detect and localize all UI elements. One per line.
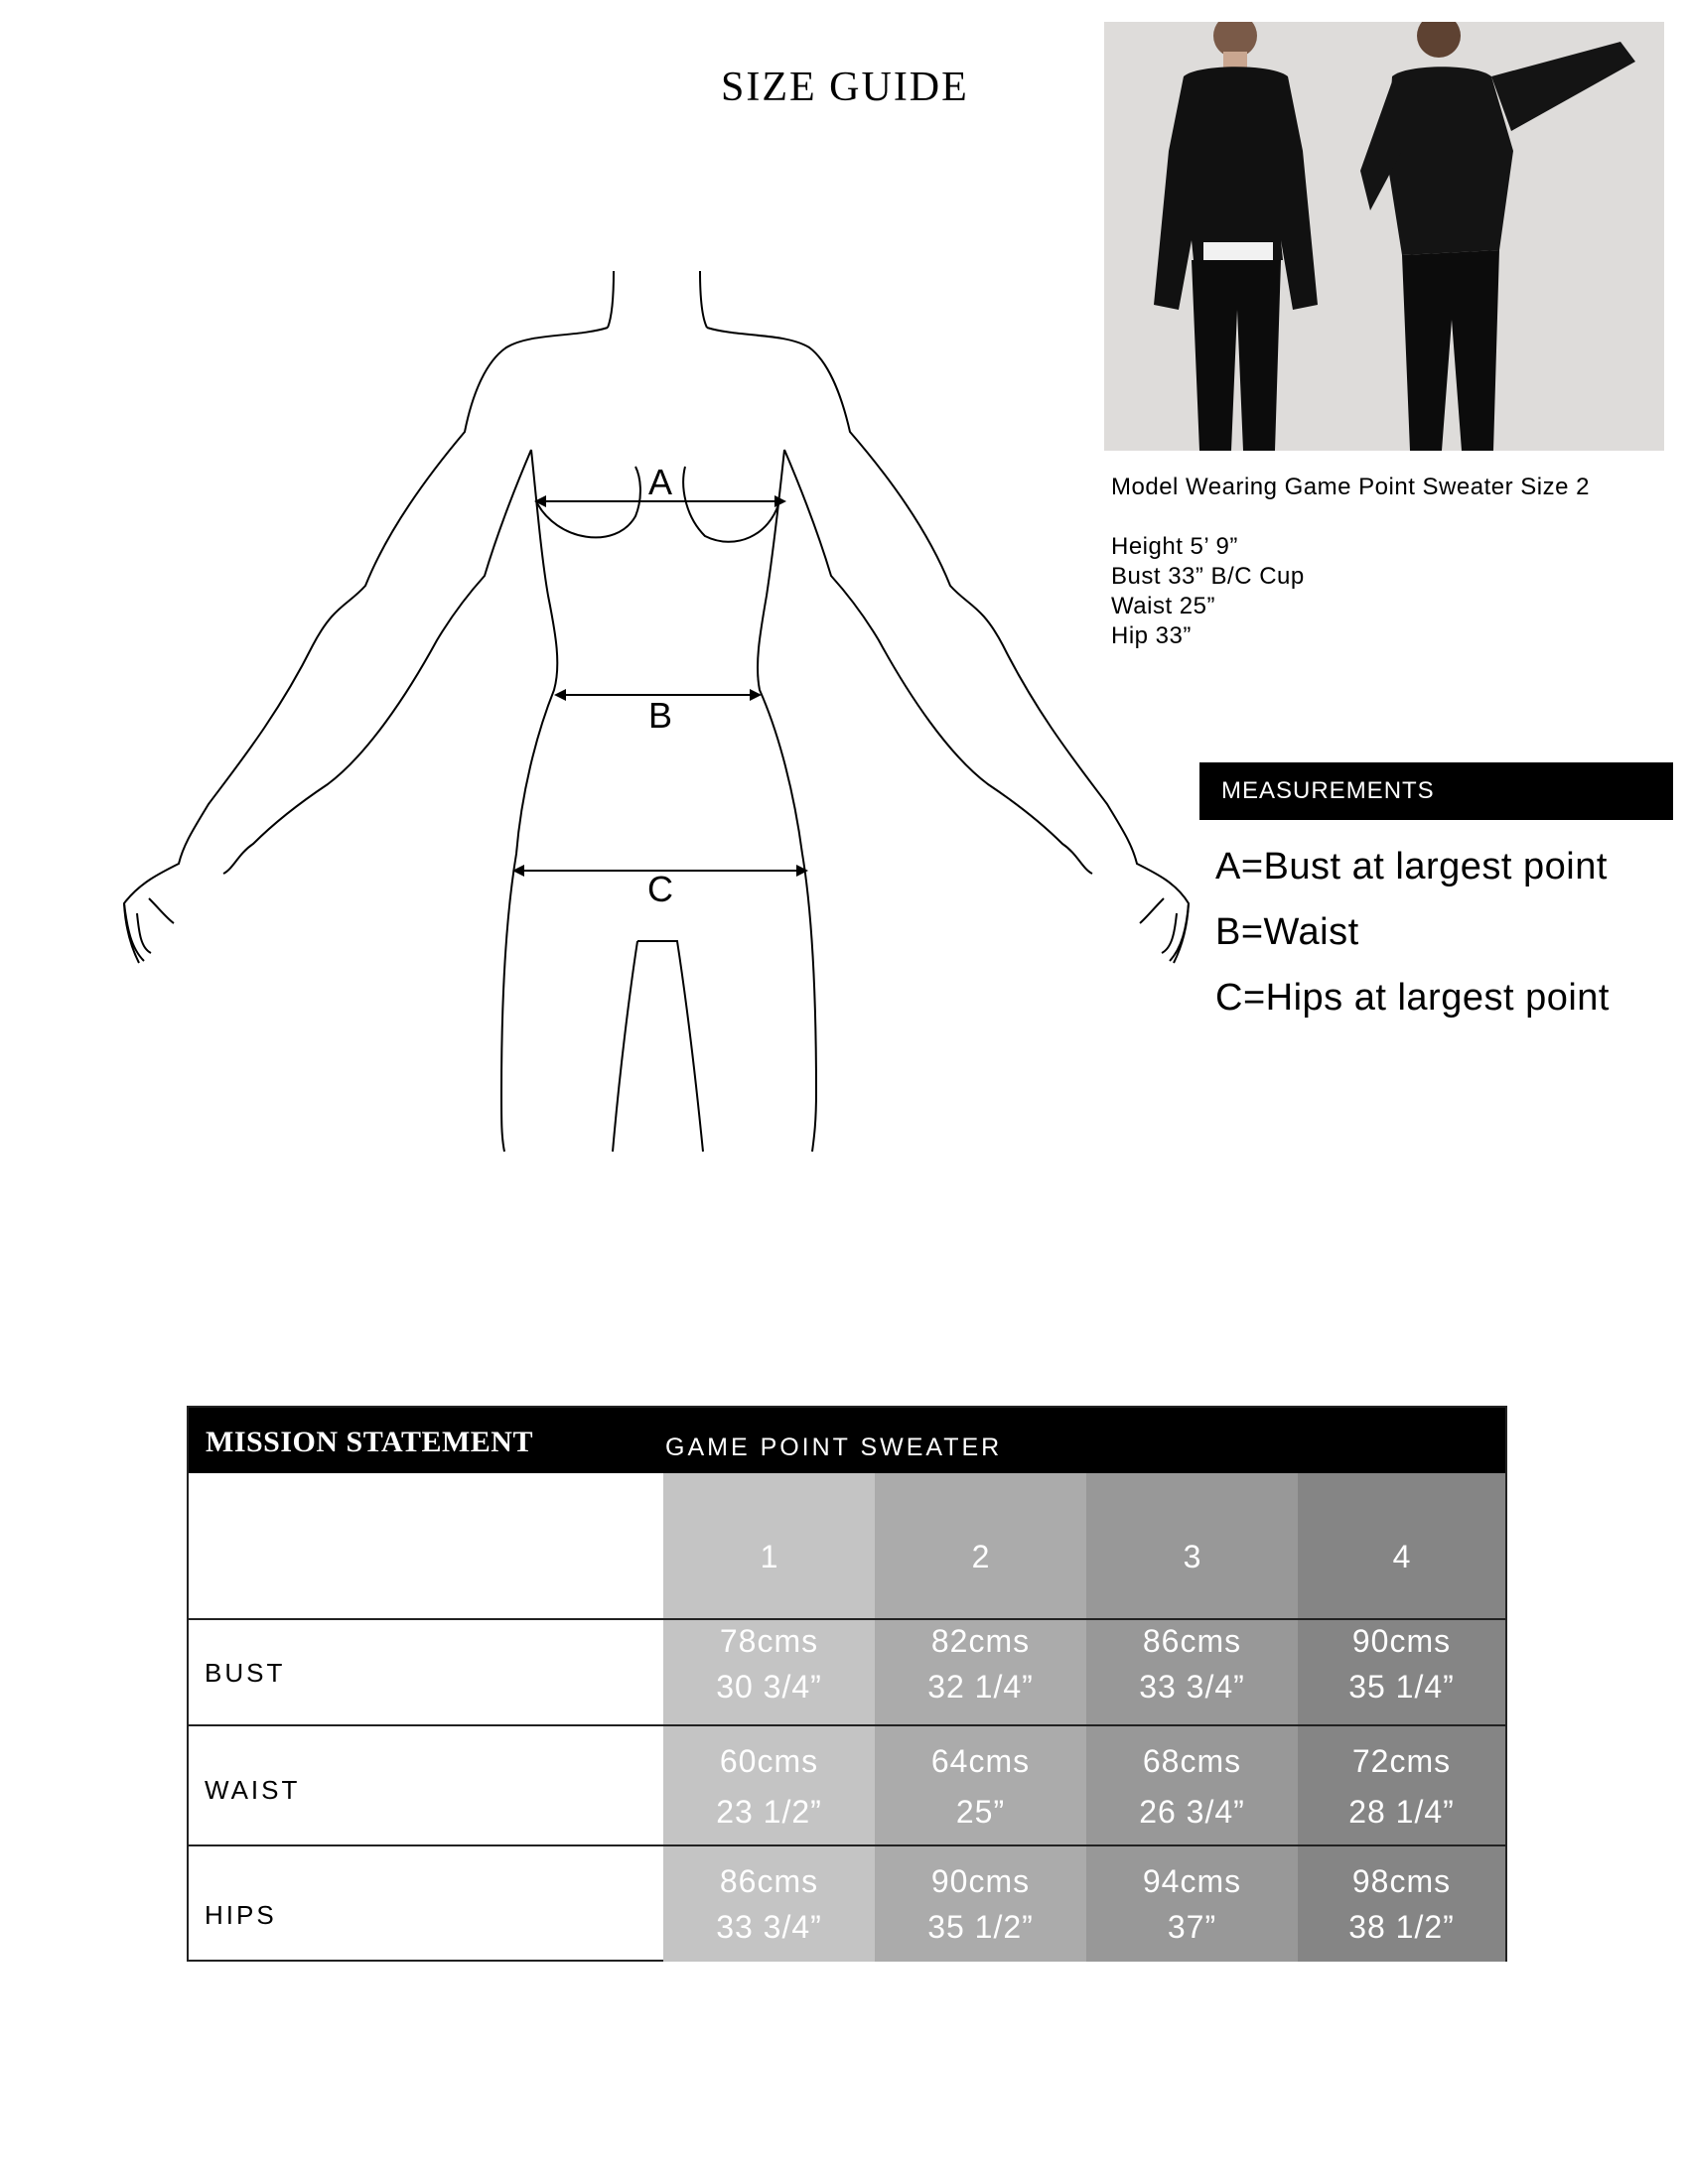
hips-in: 38 1/2” xyxy=(1348,1909,1455,1945)
row-label-hips: HIPS xyxy=(205,1900,277,1930)
size-column-4 xyxy=(1298,1473,1505,1962)
bust-in: 32 1/4” xyxy=(927,1669,1034,1705)
waist-in: 26 3/4” xyxy=(1139,1794,1245,1830)
row-divider xyxy=(189,1618,1505,1620)
measurement-item: A=Bust at largest point xyxy=(1215,846,1608,887)
label-b: B xyxy=(647,695,673,736)
hips-cm: 98cms xyxy=(1351,1863,1452,1899)
model-hip: Hip 33” xyxy=(1111,622,1192,649)
model-bust: Bust 33” B/C Cup xyxy=(1111,563,1305,590)
hips-in: 35 1/2” xyxy=(927,1909,1034,1945)
waist-cm: 68cms xyxy=(1142,1743,1242,1779)
model-height: Height 5’ 9” xyxy=(1111,533,1238,560)
measurements-header: MEASUREMENTS xyxy=(1199,762,1673,820)
hips-cm: 90cms xyxy=(930,1863,1031,1899)
size-label: 3 xyxy=(1183,1539,1201,1574)
model-waist: Waist 25” xyxy=(1111,593,1215,619)
measurements-list xyxy=(1215,834,1610,1030)
label-c: C xyxy=(647,869,673,909)
table-header xyxy=(189,1408,1505,1473)
bust-cm: 90cms xyxy=(1351,1623,1452,1659)
product-name: GAME POINT SWEATER xyxy=(665,1433,1003,1461)
size-table xyxy=(187,1406,1507,1962)
waist-in: 23 1/2” xyxy=(716,1794,822,1830)
row-label-waist: WAIST xyxy=(205,1775,301,1805)
size-column-1 xyxy=(663,1473,875,1962)
brand-name: MISSION STATEMENT xyxy=(206,1426,533,1458)
model-caption: Model Wearing Game Point Sweater Size 2 xyxy=(1111,474,1590,500)
hips-in: 37” xyxy=(1167,1909,1217,1945)
waist-in: 25” xyxy=(955,1794,1006,1830)
bust-cm: 82cms xyxy=(930,1623,1031,1659)
hips-cm: 94cms xyxy=(1142,1863,1242,1899)
row-label-bust: BUST xyxy=(205,1658,286,1688)
measurement-item: C=Hips at largest point xyxy=(1215,977,1610,1019)
size-column-2 xyxy=(875,1473,1086,1962)
bust-cm: 78cms xyxy=(719,1623,819,1659)
measurement-item: B=Waist xyxy=(1215,911,1359,953)
label-a: A xyxy=(647,462,673,502)
waist-cm: 72cms xyxy=(1351,1743,1452,1779)
waist-cm: 64cms xyxy=(930,1743,1031,1779)
waist-cm: 60cms xyxy=(719,1743,819,1779)
bust-cm: 86cms xyxy=(1142,1623,1242,1659)
model-photo xyxy=(1104,22,1664,451)
page-title: SIZE GUIDE xyxy=(721,65,969,110)
row-divider xyxy=(189,1724,1505,1726)
hips-in: 33 3/4” xyxy=(716,1909,822,1945)
size-label: 2 xyxy=(971,1539,990,1574)
bust-in: 33 3/4” xyxy=(1139,1669,1245,1705)
hips-cm: 86cms xyxy=(719,1863,819,1899)
model-info xyxy=(1111,473,1590,651)
bust-in: 30 3/4” xyxy=(716,1669,822,1705)
size-label: 1 xyxy=(760,1539,778,1574)
row-divider xyxy=(189,1844,1505,1846)
size-column-3 xyxy=(1086,1473,1298,1962)
size-label: 4 xyxy=(1392,1539,1411,1574)
waist-in: 28 1/4” xyxy=(1348,1794,1455,1830)
bust-in: 35 1/4” xyxy=(1348,1669,1455,1705)
